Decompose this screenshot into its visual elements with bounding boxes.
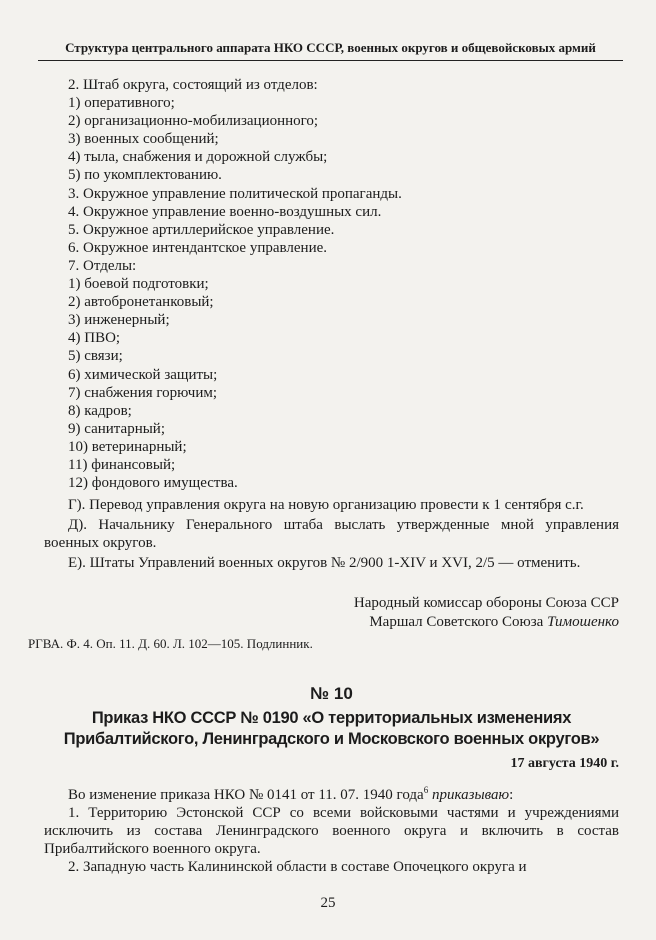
document-title-line-1: Приказ НКО СССР № 0190 «О территориальных изменениях — [91, 709, 572, 727]
list-item: 9) санитарный; — [68, 420, 165, 437]
list-item: 1) боевой подготовки; — [68, 276, 209, 293]
document-date: 17 августа 1940 г. — [510, 756, 619, 771]
list-item: 2. Штаб округа, состоящий из отделов: — [68, 77, 318, 93]
signature-rank: Маршал Советского Союза — [369, 614, 548, 630]
list-item: 3. Окружное управление политической пропаганды. — [68, 185, 402, 202]
document-number: № 10 — [310, 684, 353, 703]
list-item: 3) инженерный; — [68, 312, 170, 329]
footnote-marker: 6 — [423, 785, 429, 795]
list-item: 4) ПВО; — [68, 330, 121, 347]
list-item: 7. Отделы: — [68, 257, 137, 274]
list-item: 1) оперативного; — [68, 95, 175, 112]
list-item: 2) автобронетанковый; — [68, 294, 214, 311]
paragraph-d: Д). Начальнику Генерального штаба выслать утвержденные мной управления военных округов. — [44, 517, 619, 551]
list-item: 6. Окружное интендантское управление. — [68, 239, 328, 256]
signature-block — [44, 594, 619, 632]
list-item: 6) химической защиты; — [68, 366, 218, 383]
list-item: 5) по укомплектованию. — [68, 167, 222, 184]
list-item: 12) фондового имущества. — [68, 475, 238, 492]
header-rule — [38, 60, 623, 61]
list-item: 8) кадров; — [68, 402, 132, 419]
signature-name-line — [44, 613, 619, 632]
list-item: 4) тыла, снабжения и дорожной службы; — [68, 149, 328, 166]
signature-title: Народный комиссар обороны Союза ССР — [353, 595, 619, 611]
list-item: 5. Окружное артиллерийское управление. — [68, 221, 335, 238]
intro-text: Во изменение приказа НКО № 0141 от 11. 07. 1940 года — [68, 787, 424, 803]
list-item: 2) организационно-мобилизационного; — [68, 113, 319, 130]
list-item: 7) снабжения горючим; — [68, 384, 218, 401]
source-citation-block — [28, 636, 603, 652]
list-item: 11) финансовый; — [68, 456, 176, 473]
order-item-1: 1. Территорию Эстонской ССР со всеми войсковыми частями и учреждениями исключить из состава Ленинградского военного округа и включить в состав Прибалтийского военного округа. — [44, 805, 619, 857]
running-head: Структура центрального аппарата НКО СССР, военных округов и общевойсковых армий — [65, 40, 596, 55]
intro-command: приказываю — [431, 787, 510, 803]
signature-name: Тимошенко — [547, 614, 619, 630]
paragraphs-block — [44, 496, 619, 572]
page-number: 25 — [320, 895, 336, 911]
org-structure-list — [44, 76, 619, 492]
paragraph-g: Г). Перевод управления округа на новую организацию провести к 1 сентября с.г. — [68, 497, 584, 513]
paragraph-e: Е). Штаты Управлений военных округов № 2/900 1-XIV и XVI, 2/5 — отменить. — [68, 555, 581, 571]
list-item: 10) ветеринарный; — [68, 438, 187, 455]
list-item: 4. Окружное управление военно-воздушных сил. — [68, 203, 382, 220]
source-citation: РГВА. Ф. 4. Оп. 11. Д. 60. Л. 102—105. Подлинник. — [28, 636, 313, 651]
document-title-line-2: Прибалтийского, Ленинградского и Московского военных округов» — [63, 730, 600, 748]
order-item-2: 2. Западную часть Калининской области в составе Опочецкого округа и — [68, 859, 527, 875]
intro-colon: : — [509, 787, 514, 803]
list-item: 3) военных сообщений; — [68, 131, 219, 148]
document-heading — [44, 684, 619, 772]
list-item: 5) связи; — [68, 348, 123, 365]
order-body — [44, 786, 619, 876]
order-intro — [44, 786, 619, 804]
